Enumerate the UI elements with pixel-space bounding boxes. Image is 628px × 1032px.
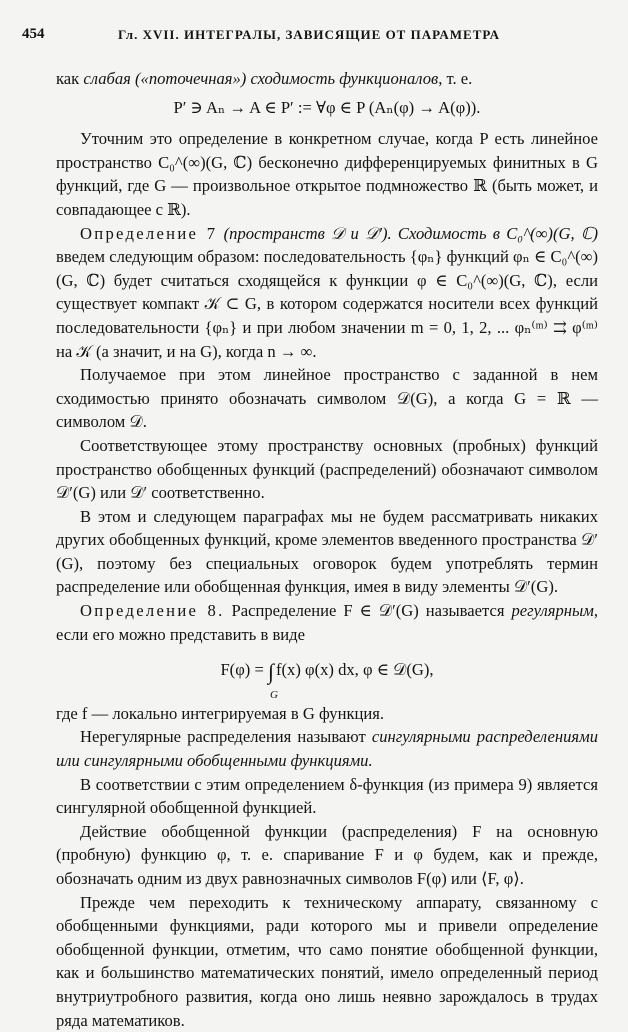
weak-convergence-term: слабая («поточечная») сходимость функционалов (83, 69, 439, 88)
integral-domain: G (269, 689, 278, 702)
regular-term: регулярным (511, 601, 594, 621)
definition-7-term: Сходимость в C₀^(∞)(G, ℂ) (397, 223, 598, 243)
definition-7 (56, 222, 598, 364)
intro-tail: , т. е. (438, 69, 473, 88)
running-header (22, 26, 610, 46)
regular-distribution-formula (56, 658, 598, 702)
integral-glyph: ∫ (267, 659, 274, 685)
intro-text: как (56, 69, 84, 88)
paragraph-singular (56, 725, 598, 772)
definition-8-label: Определение 8. (80, 601, 225, 621)
definition-7-title: (пространств 𝒟 и 𝒟′). (223, 223, 392, 243)
intro-line (56, 67, 598, 91)
definition-8-tail: , если его можно представить в виде (56, 601, 598, 644)
formula-lhs: F(φ) = (220, 660, 268, 680)
definition-7-label: Определение 7 (80, 223, 218, 243)
page-number: 454 (22, 26, 45, 42)
paragraph-history: Прежде чем переходить к техническому аппарату, связанному с обобщенными функциями, ради которого мы и привели определение обобщенной функции, отметим, что само понятие обобщенной функции, как и большинство математических понятий, имело определенный период внутриутробного развития, когда оно лишь неявно зарождалось в трудах ряда математиков. (56, 892, 598, 1030)
definition-7-text: введем следующим образом: последовательность {φₙ} функций φₙ ∈ C₀^(∞)(G, ℂ) будет считаться сходящейся к функции φ ∈ C₀^(∞)(G, ℂ), если существует компакт 𝒦 ⊂ G, в котором содержатся носители всех функций последовательности {φₙ} и при любом значении m = 0, 1, 2, ... φₙ⁽ᵐ⁾ ⇉ φ⁽ᵐ⁾ на 𝒦 (а значит, и на G), когда n → ∞. (56, 247, 598, 361)
integral-sign (267, 659, 278, 702)
convergence-formula: P′ ∋ Aₙ → A ∈ P′ := ∀φ ∈ P (Aₙ(φ) → A(φ)). (173, 97, 481, 117)
paragraph-delta: В соответствии с этим определением δ-функция (из примера 9) является сингулярной обобщенной функцией. (56, 774, 598, 818)
paragraph-locally-integrable: где f — локально интегрируемая в G функция. (56, 703, 385, 723)
chapter-title: Гл. XVII. ИНТЕГРАЛЫ, ЗАВИСЯЩИЕ ОТ ПАРАМЕТРА (118, 27, 501, 42)
page-body (56, 67, 598, 1032)
paragraph-space-d: Получаемое при этом линейное пространство с заданной в нем сходимостью принято обозначать символом 𝒟(G), а когда G = ℝ — символом 𝒟. (56, 365, 598, 432)
singular-term: сингулярными распределениями или сингулярными обобщенными функциями. (56, 727, 599, 771)
definition-8-text: Распределение F ∈ 𝒟′(G) называется (231, 601, 512, 621)
paragraph-clarify: Уточним это определение в конкретном случае, когда P есть линейное пространство C₀^(∞)(G, ℂ) бесконечно дифференцируемых финитных в G функций, где G — произвольное открытое подмножество ℝ (быть может, и совпадающее с ℝ). (56, 129, 598, 219)
singular-text: Нерегулярные распределения называют (80, 727, 372, 747)
definition-8 (56, 599, 598, 646)
paragraph-this-section: В этом и следующем параграфах мы не будем рассматривать никаких других обобщенных функций, кроме элементов введенного пространства 𝒟′(G), поэтому без специальных оговорок будем употреблять термин распределение или обобщенная функция, имея в виду элементы 𝒟′(G). (56, 506, 598, 597)
formula-rhs: f(x) φ(x) dx, φ ∈ 𝒟(G), (275, 660, 434, 680)
paragraph-pairing: Действие обобщенной функции (распределения) F на основную (пробную) функцию φ, т. е. спаривание F и φ будем, как и прежде, обозначать одним из двух равнозначных символов F(φ) или ⟨F, φ⟩. (56, 821, 598, 888)
paragraph-space-d-prime: Соответствующее этому пространству основных (пробных) функций пространство обобщенных функций (распределений) обозначают символом 𝒟′(G) или 𝒟′ соответственно. (56, 435, 598, 503)
